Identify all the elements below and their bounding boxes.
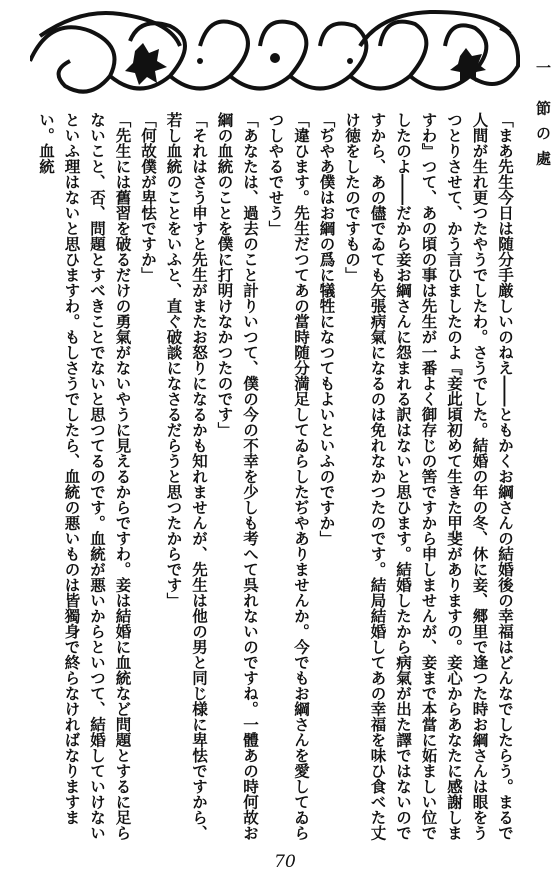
- paragraph: 「あなたは、過去のこと計りいつて、僕の今の不幸を少しも考へて呉れないのですね。一體あの時何故お綱の血統のことを僕に打明けなかつたのです」: [215, 112, 260, 841]
- paragraph: 「何故僕が卑怯ですか」: [139, 112, 158, 283]
- paragraph: 「違ひます。先生だつてあの當時随分満足してゐらしたぢやありませんか。今でもお綱さんを愛してゐらつしやるでせう」: [266, 112, 311, 841]
- paragraph: 「ぢやあ僕はお綱の爲に犠牲になつてもよいといふのですか」: [317, 112, 337, 546]
- vertical-text-body: [23, 112, 518, 842]
- running-head: 一 節の處: [534, 60, 552, 176]
- paragraph: 「まあ先生今日は随分手厳しいのねえ――ともかくお綱さんの結婚後の幸福はどんなでしたらう。まるで人間が生れ更つたやうでしたわ。さうでした。結婚の年の冬、休に妾、郷里で逢つた時お綱さんは眼をうつとりさせて、かう言ひましたのよ『妾此頃初めて生きた甲斐がありますの。妾心からあなたに感謝しますわ』つて、あの頃の事は先生が一番よく御存じの筈ですから申しませんが、妾まで本當に妬ましい位でしたのよ――だから妾お綱さんに怨まれる訳はないと思ひます。結婚したから病氣が出た譯ではないのですから、あの儘でゐても矢張病氣になるのは免れなかつたのです。結局結婚してあの幸福を味ひ食べた丈け徳をしたのですもの」: [343, 112, 515, 841]
- paragraph: 「それはさう申すと先生がまたお怒りになるかも知れませんが、先生は他の男と同じ様に卑怯ですから、若し血統のことをいふと、直ぐ破談になさるだらうと思つたからです」: [164, 112, 209, 841]
- decorative-header-ornament: [30, 6, 520, 106]
- page-number: 70: [274, 852, 296, 872]
- paragraph: 「先生には舊習を破るだけの勇氣がないやうに見えるからですわ。妾は結婚に血統など問題とするに足らないこと、否、問題とすべきことでないと思つてるのです。血統が悪いからといつて、結婚していけないといふ理はないと思ひますわ。もしさうでしたら、血統の悪いものは皆獨身で終らなければなりますまい。血統: [37, 112, 133, 841]
